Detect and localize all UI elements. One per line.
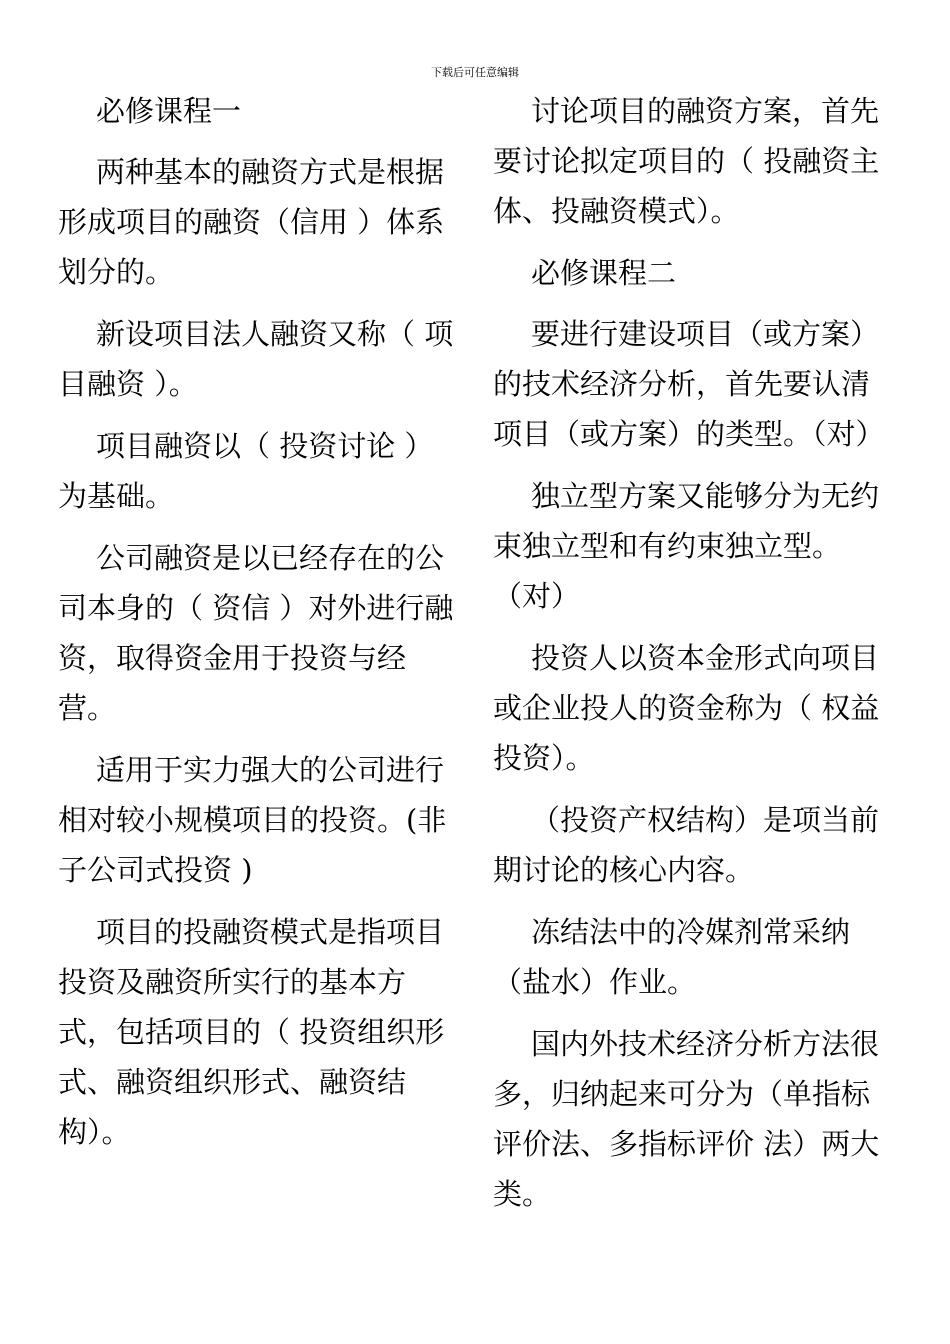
paragraph-equity-investment: 投资人以资本金形式向项目或企业投人的资金称为（ 权益投资）。 (493, 641, 880, 775)
right-column (493, 86, 893, 1231)
paragraph-financing-plan: 讨论项目的融资方案，首先要讨论拟定项目的（ 投融资主体、投融资模式）。 (493, 94, 880, 228)
paragraph-independent-scheme: 独立型方案又能够分为无约束独立型和有约束独立型。（对） (493, 479, 880, 613)
paragraph-freezing-method: 冻结法中的冷媒剂常采纳（盐水）作业。 (493, 915, 851, 999)
section-heading-course-1: 必修课程一 (96, 94, 242, 128)
paragraph-analysis-methods: 国内外技术经济分析方法很多，归纳起来可分为（单指标评价法、多指标评价 法）两大类。 (493, 1027, 880, 1211)
paragraph-project-type: 要进行建设项目（或方案）的技术经济分析，首先要认清项目（或方案）的类型。（对） (493, 317, 885, 451)
page-header: 下载后可任意编辑 (431, 66, 519, 79)
paragraph-corporate-financing: 公司融资是以已经存在的公司本身的（ 资信 ）对外进行融资，取得资金用于投资与经营。 (58, 541, 454, 725)
paragraph-financing-methods: 两种基本的融资方式是根据形成项目的融资（信用 ）体系划分的。 (58, 155, 445, 289)
section-heading-course-2: 必修课程二 (531, 256, 677, 290)
left-column (58, 86, 454, 1169)
paragraph-investment-financing-mode: 项目的投融资模式是指项目投资及融资所实行的基本方式，包括项目的（ 投资组织形式、融资组织形式、融资结构）。 (58, 915, 445, 1149)
paragraph-non-subsidiary-investment: 适用于实力强大的公司进行相对较小规模项目的投资。(非子公司式投资 ) (58, 753, 447, 887)
paragraph-ownership-structure: （投资产权结构）是项当前期讨论的核心内容。 (493, 803, 880, 887)
paragraph-project-financing-basis: 项目融资以（ 投资讨论 ）为基础。 (58, 429, 434, 513)
paragraph-new-project-financing: 新设项目法人融资又称（ 项目融资 ）。 (58, 317, 454, 401)
